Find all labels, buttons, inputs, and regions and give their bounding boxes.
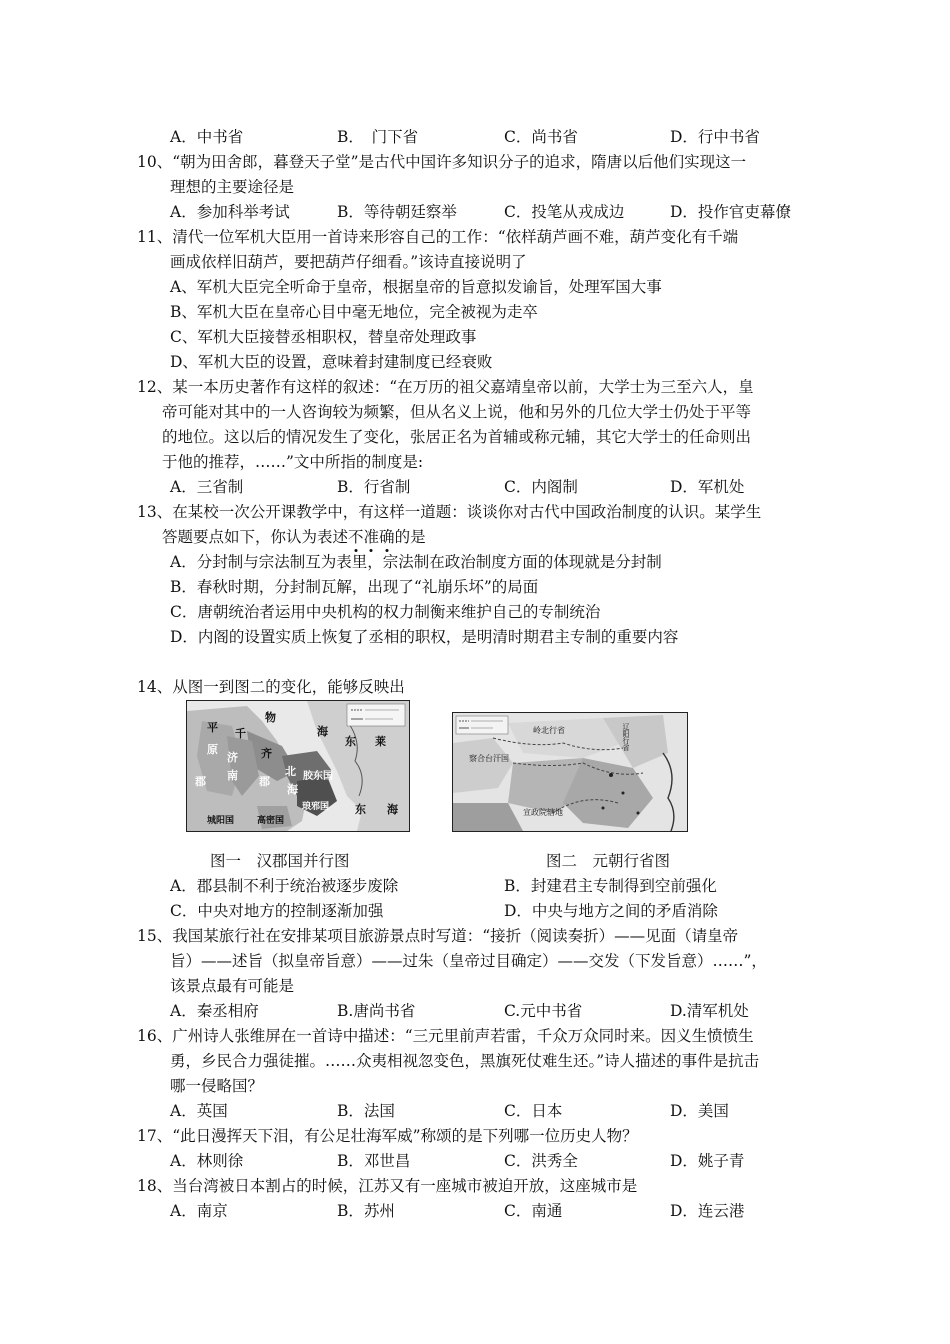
q15-stem: 15、我国某旅行社在安排某项目旅游景点时写道：“接折（阅读奏折）——见面（请皇帝 [137,927,739,945]
q13-emphasis-char-1: 不 [348,528,364,546]
map1-label: 城阳国 [207,816,235,826]
q12-stem-cont-2: 的地位。这以后的情况发生了变化，张居正名为首辅或称元辅，其它大学士的任命则出 [162,428,752,446]
q14-option-a: A．郡县制不利于统治被逐步废除 [170,877,399,895]
q12-option-d: D．军机处 [670,478,745,496]
q10-options [170,202,810,222]
q16-stem: 16、广州诗人张维屏在一首诗中描述：“三元里前声若雷，千众万众同时来。因义生愤愤生 [137,1027,754,1045]
q12-stem: 12、某一本历史著作有这样的叙述：“在万历的祖父嘉靖皇帝以前，大学士为三至六人，皇 [137,378,754,396]
q13-option-d: D．内阁的设置实质上恢复了丞相的职权，是明清时期君主专制的重要内容 [170,628,679,646]
q10-stem-cont: 理想的主要途径是 [170,178,295,196]
q17-stem: 17、“此日漫挥天下泪，有公足壮海军威”称颂的是下列哪一位历史人物？ [137,1127,638,1145]
q12-option-b: B．行省制 [337,478,411,496]
q10-option-c: C．投笔从戎成边 [504,203,625,221]
q15-option-a: A．秦丞相府 [170,1002,259,1020]
q9-option-b: B． 门下省 [337,128,419,146]
map1-label: 琅邪国 [302,802,330,812]
map1-label: 千 [235,727,246,740]
q16-stem-cont-1: 勇，乡民合力强徒摧。……众夷相视忽变色，黑旗死仗难生还。”诗人描述的事件是抗击 [170,1052,760,1070]
map1-label: 郡 [259,775,270,788]
figure1-caption: 图一 汉郡国并行图 [210,852,350,870]
q15-option-d: D.清军机处 [670,1002,749,1020]
q11-option-a: A、军机大臣完全听命于皇帝，根据皇帝的旨意拟发谕旨，处理军国大事 [170,278,662,296]
q9-option-a: A．中书省 [170,128,244,146]
map2-label: 察合台汗国 [469,754,509,763]
map1-label: 莱 [375,735,386,748]
map2-label: 宣政院辖地 [523,808,563,817]
q12-stem-cont-3: 于他的推荐，……”文中所指的制度是: [162,453,424,471]
q11-stem: 11、清代一位军机大臣用一首诗来形容自己的工作：“依样葫芦画不难，葫芦变化有千端 [137,228,739,246]
q12-option-a: A．三省制 [170,478,244,496]
map2-label: 岭北行省 [533,726,565,735]
q11-stem-cont: 画成依样旧葫芦，要把葫芦仔细看。”该诗直接说明了 [170,253,527,271]
q16-option-d: D．美国 [670,1102,729,1120]
map1-label: 高密国 [257,816,285,826]
q14-options-row2 [170,901,810,921]
q18-option-c: C．南通 [504,1202,563,1220]
q13-stem-pre: 答题要点如下，你认为表述 [162,528,349,546]
q13-stem-post: 的是 [394,528,426,546]
q15-stem-cont-2: 该景点最有可能是 [170,977,295,995]
q16-option-b: B．法国 [337,1102,395,1120]
map1-label: 海 [317,725,328,738]
q10-option-b: B．等待朝廷察举 [337,203,457,221]
q13-stem: 13、在某校一次公开课教学中，有这样一道题：谈谈你对古代中国政治制度的认识。某学生 [137,503,762,521]
map1-label: 南 [227,769,238,782]
q13-option-b: B．春秋时期，分封制瓦解，出现了“礼崩乐坏”的局面 [170,578,539,596]
q15-option-b: B.唐尚书省 [337,1002,416,1020]
q15-stem-cont-1: 旨）——述旨（拟皇帝旨意）——过朱（皇帝过目确定）——交发（下发旨意）……”， [170,952,767,970]
q16-option-a: A．英国 [170,1102,228,1120]
q17-option-d: D．姚子青 [670,1152,745,1170]
q10-stem: 10、“朝为田舍郎，暮登天子堂”是古代中国许多知识分子的追求，隋唐以后他们实现这一 [137,153,747,171]
map1-label: 胶东国 [303,771,333,782]
q10-option-a: A．参加科举考试 [170,203,290,221]
q9-option-c: C．尚书省 [504,128,578,146]
q18-option-b: B．苏州 [337,1202,395,1220]
q18-option-a: A．南京 [170,1202,228,1220]
map1-label: 海 [387,803,398,816]
map2-label: 辽阳行省 [622,723,630,751]
q18-stem: 18、当台湾被日本割占的时候，江苏又有一座城市被迫开放，这座城市是 [137,1177,638,1195]
map1-label: 济 [227,751,238,764]
q13-emphasis-char-2: 准 [363,528,380,546]
figure1-han-map [186,700,410,832]
q12-stem-cont-1: 帝可能对其中的一人咨询较为频繁，但从名义上说，他和另外的几位大学士仍处于平等 [162,403,752,421]
q9-option-d: D．行中书省 [670,128,760,146]
q14-option-d: D．中央与地方之间的矛盾消除 [504,902,718,920]
map1-label: 北 [285,765,296,778]
q15-options [170,1001,810,1021]
map1-label: 齐 [261,747,272,760]
q14-options-row1 [170,876,810,896]
q14-stem: 14、从图一到图二的变化，能够反映出 [137,678,405,696]
q16-option-c: C．日本 [504,1102,563,1120]
map1-label: 东 [345,735,356,748]
map1-label: 郡 [195,775,206,788]
map1-label: 平 [207,721,218,734]
q16-stem-cont-2: 哪一侵略国？ [170,1077,264,1095]
q18-options [170,1201,810,1221]
q14-option-b: B．封建君主专制得到空前强化 [504,877,717,895]
q17-option-a: A．林则徐 [170,1152,244,1170]
figure2-caption: 图二 元朝行省图 [546,852,671,870]
q12-options [170,477,810,497]
map1-label: 物 [265,711,276,724]
map1-label: 东 [355,803,366,816]
figure2-yuan-map [452,712,688,832]
map1-label: 原 [207,743,218,756]
q13-emphasis-char-3: 确 [379,528,395,546]
map1-label: 海 [287,783,298,796]
q11-option-d: D、军机大臣的设置，意味着封建制度已经衰败 [170,353,493,371]
q13-option-c: C．唐朝统治者运用中央机构的权力制衡来维护自己的专制统治 [170,603,601,621]
q15-option-c: C.元中书省 [504,1002,583,1020]
q9-options [170,127,810,147]
q13-option-a: A．分封制与宗法制互为表里，宗法制在政治制度方面的体现就是分封制 [170,553,662,571]
q11-option-b: B、军机大臣在皇帝心目中毫无地位，完全被视为走卒 [170,303,538,321]
q10-option-d: D．投作官吏幕僚 [670,203,791,221]
q14-option-c: C．中央对地方的控制逐渐加强 [170,902,384,920]
q17-option-c: C．洪秀全 [504,1152,578,1170]
q18-option-d: D．连云港 [670,1202,745,1220]
q16-options [170,1101,810,1121]
q11-option-c: C、军机大臣接替丞相职权，替皇帝处理政事 [170,328,477,346]
q17-option-b: B．邓世昌 [337,1152,411,1170]
q17-options [170,1151,810,1171]
q13-stem-cont [162,527,426,547]
q12-option-c: C．内阁制 [504,478,578,496]
